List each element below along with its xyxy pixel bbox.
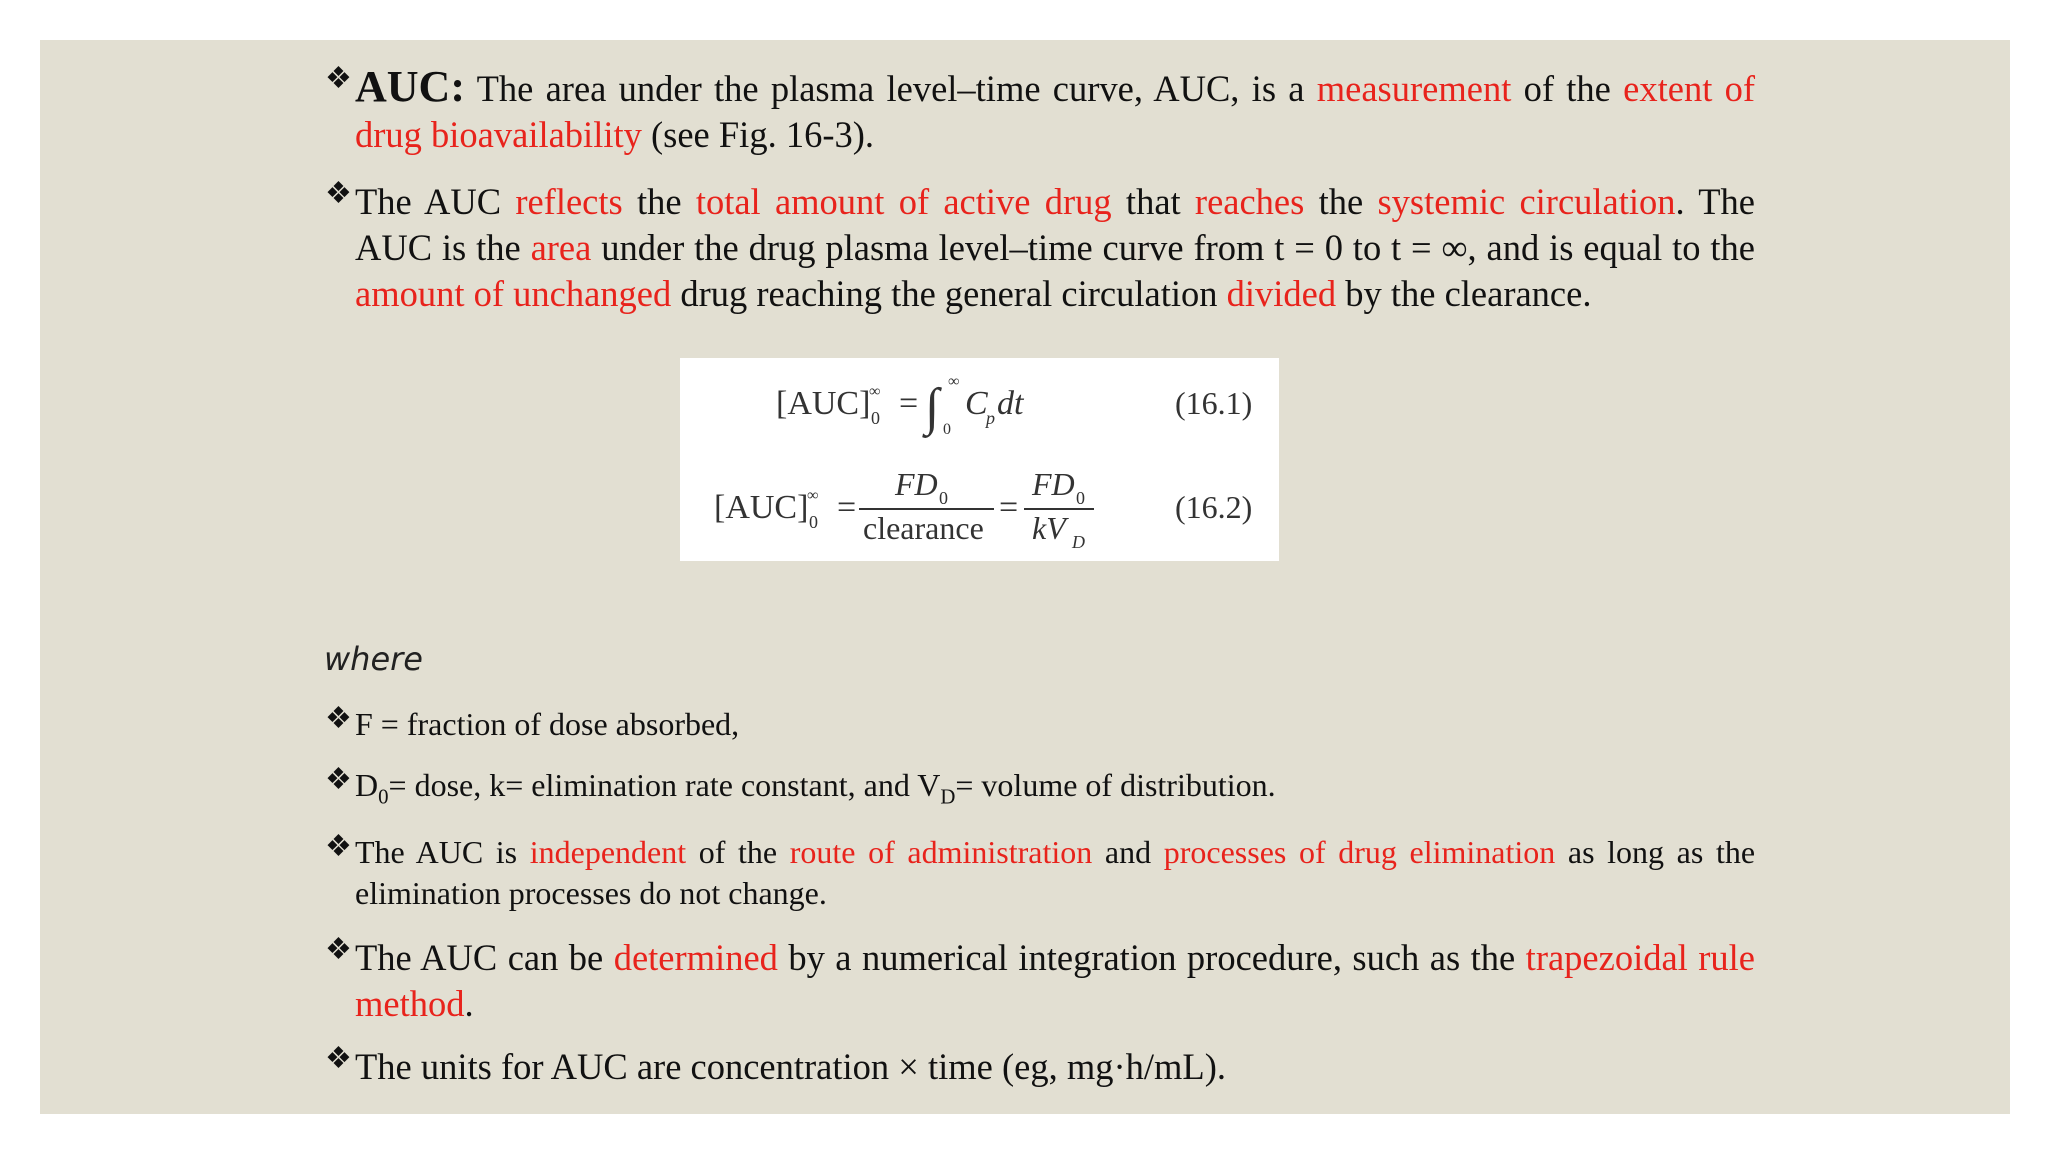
highlight: trapezoidal rule method [355,937,1755,1024]
bullet-icon: ❖ [325,763,352,796]
equation-box [680,358,1279,561]
text: . [464,983,474,1024]
eq2-equals: = [837,489,857,526]
highlight: area [530,227,592,268]
highlight: reaches [1194,181,1305,222]
highlight: systemic circulation [1377,181,1676,222]
text: the [1304,181,1378,222]
text: drug reaching the general circulation [671,273,1227,314]
bullet-icon: ❖ [325,62,352,95]
bullet-icon: ❖ [325,830,352,863]
eq2-label: (16.2) [1175,489,1253,525]
eq1-c-sub: p [986,408,995,428]
highlight: extent of drug bioavailability [355,68,1756,155]
text: by the clearance. [1336,273,1592,314]
highlight: independent [529,834,687,870]
eq1-sub: 0 [871,408,880,428]
bullet-icon: ❖ [325,702,352,735]
eq1-int-upper: ∞ [948,373,960,390]
text: that [1111,181,1195,222]
eq2-num1-sub: 0 [939,488,948,508]
highlight: determined [613,937,778,978]
eq1-c: C [965,385,988,422]
text: F = fraction of dose absorbed, [355,706,740,742]
eq2-num2: FD [1032,466,1075,502]
paragraph-auc-reflects [325,179,1755,317]
eq1-int-lower: 0 [943,421,951,438]
text: the [622,181,696,222]
subscript: D [940,785,956,809]
highlight: processes of drug elimination [1163,834,1556,870]
text: The units for AUC are concentration × time (eg, mg·h/mL). [355,1046,1226,1087]
eq1-auc: [AUC] [776,385,871,422]
bullet-icon: ❖ [325,933,352,966]
paragraph-auc-independent [325,832,1755,914]
text: of the [686,834,790,870]
paragraph-d0-definition [325,765,1755,817]
eq2-den2: kV [1032,510,1066,546]
text: The AUC can be [355,937,614,978]
eq1-dt: dt [997,385,1024,422]
text: . The AUC is the [355,181,1755,268]
eq1-label: (16.1) [1175,385,1253,421]
eq2-auc: [AUC] [714,489,809,526]
bullet-icon: ❖ [325,177,352,210]
paragraph-f-definition [325,704,1755,745]
eq2-sub: 0 [809,512,818,532]
eq2-den2-sub: D [1072,532,1085,552]
paragraph-auc-definition [325,64,1755,158]
highlight: amount of unchanged [355,273,672,314]
subscript: 0 [378,785,389,809]
text: The AUC [355,181,516,222]
eq1-equals: = [899,385,919,422]
highlight: reflects [515,181,623,222]
text: as long as the elimination processes do not change. [355,834,1756,911]
eq1-sup: ∞ [869,383,881,400]
text: The AUC is [355,834,530,870]
highlight: divided [1226,273,1337,314]
equations-svg [680,358,1279,561]
highlight: route of administration [789,834,1093,870]
eq2-sup: ∞ [807,487,819,504]
eq2-den1: clearance [863,510,984,546]
text: D [355,767,379,803]
paragraph-auc-determined [325,935,1755,1027]
eq2-num2-sub: 0 [1076,488,1085,508]
eq1-integral: ∫ [925,379,940,436]
eq2-num1: FD [895,466,938,502]
eq2-equals-2: = [999,489,1019,526]
highlight: total amount of active drug [695,181,1112,222]
text: = volume of distribution. [955,767,1276,803]
text: by a numerical integration procedure, such as the [777,937,1526,978]
term-auc: AUC: [355,62,465,111]
paragraph-auc-units [325,1044,1755,1090]
text: of the [1511,68,1624,109]
text: under the drug plasma level–time curve from t = 0 to t = ∞, and is equal to the [591,227,1756,268]
text: = dose, k= elimination rate constant, and V [388,767,941,803]
highlight: measurement [1316,68,1512,109]
bullet-icon: ❖ [325,1042,352,1075]
text: (see Fig. 16-3). [641,114,875,155]
text: and [1092,834,1164,870]
where-label: where [324,640,423,678]
text: The area under the plasma level–time curve, AUC, is a [464,68,1317,109]
